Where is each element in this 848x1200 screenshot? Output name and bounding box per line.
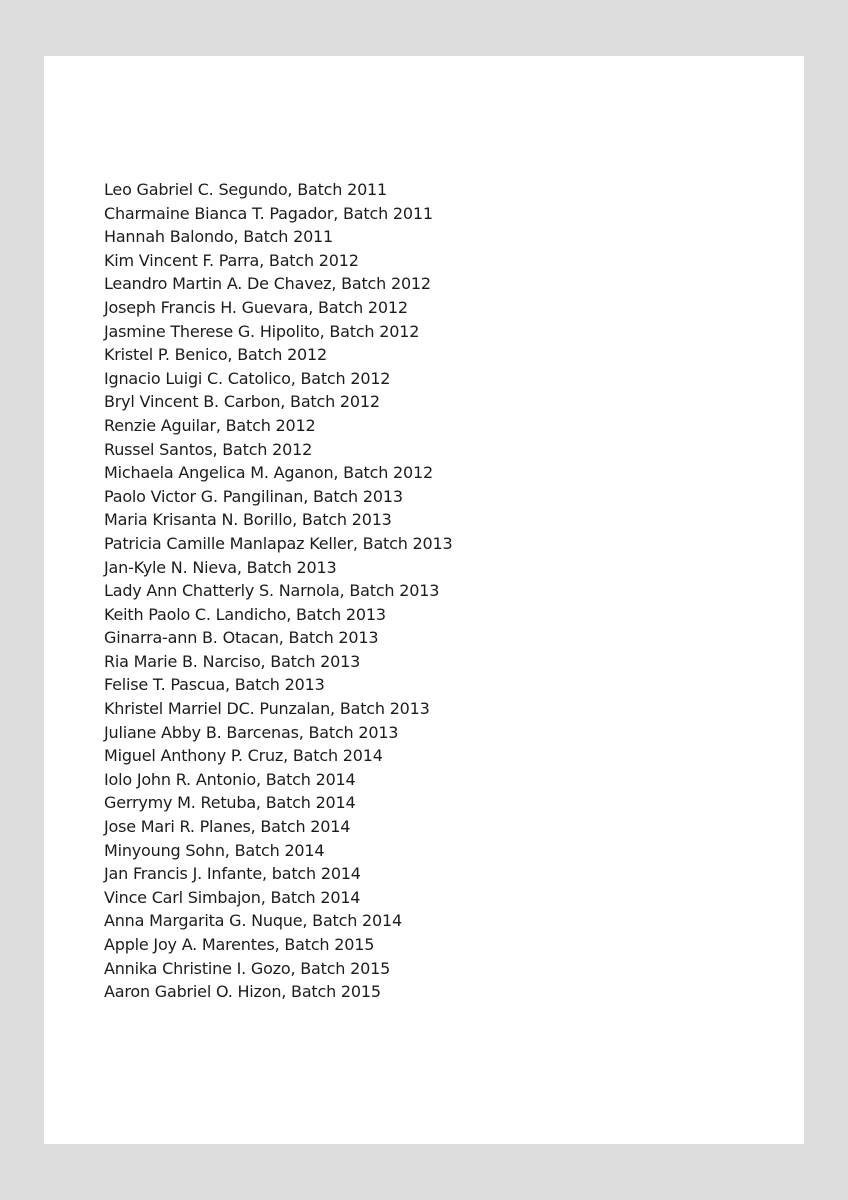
list-item: Iolo John R. Antonio, Batch 2014 <box>104 769 356 789</box>
list-item: Ria Marie B. Narciso, Batch 2013 <box>104 651 361 671</box>
document-page <box>44 56 804 1144</box>
list-item: Charmaine Bianca T. Pagador, Batch 2011 <box>104 203 433 223</box>
list-item: Minyoung Sohn, Batch 2014 <box>104 840 325 860</box>
list-item: Jan-Kyle N. Nieva, Batch 2013 <box>104 557 337 577</box>
list-item: Kim Vincent F. Parra, Batch 2012 <box>104 250 359 270</box>
list-item: Patricia Camille Manlapaz Keller, Batch 2013 <box>104 533 453 553</box>
list-item: Jasmine Therese G. Hipolito, Batch 2012 <box>104 321 420 341</box>
list-item: Annika Christine I. Gozo, Batch 2015 <box>104 958 391 978</box>
list-item: Anna Margarita G. Nuque, Batch 2014 <box>104 911 402 931</box>
list-item: Khristel Marriel DC. Punzalan, Batch 2013 <box>104 699 430 719</box>
list-item: Russel Santos, Batch 2012 <box>104 439 313 459</box>
list-item: Hannah Balondo, Batch 2011 <box>104 227 334 247</box>
list-item: Keith Paolo C. Landicho, Batch 2013 <box>104 604 386 624</box>
list-item: Lady Ann Chatterly S. Narnola, Batch 2013 <box>104 581 440 601</box>
list-item: Juliane Abby B. Barcenas, Batch 2013 <box>104 722 399 742</box>
list-item: Kristel P. Benico, Batch 2012 <box>104 345 327 365</box>
list-item: Apple Joy A. Marentes, Batch 2015 <box>104 935 375 954</box>
list-item: Jan Francis J. Infante, batch 2014 <box>104 864 361 884</box>
list-item: Michaela Angelica M. Aganon, Batch 2012 <box>104 463 433 483</box>
list-item: Vince Carl Simbajon, Batch 2014 <box>104 887 361 907</box>
name-list <box>104 178 452 1004</box>
list-item: Maria Krisanta N. Borillo, Batch 2013 <box>104 510 392 530</box>
list-item: Felise T. Pascua, Batch 2013 <box>104 675 325 695</box>
list-item: Miguel Anthony P. Cruz, Batch 2014 <box>104 746 383 766</box>
list-item: Leo Gabriel C. Segundo, Batch 2011 <box>104 180 388 199</box>
list-item: Joseph Francis H. Guevara, Batch 2012 <box>104 297 408 317</box>
list-item: Bryl Vincent B. Carbon, Batch 2012 <box>104 392 380 412</box>
list-item: Aaron Gabriel O. Hizon, Batch 2015 <box>104 982 381 1002</box>
list-item: Ignacio Luigi C. Catolico, Batch 2012 <box>104 368 391 388</box>
list-item: Paolo Victor G. Pangilinan, Batch 2013 <box>104 486 403 506</box>
list-item: Leandro Martin A. De Chavez, Batch 2012 <box>104 274 431 294</box>
list-item: Gerrymy M. Retuba, Batch 2014 <box>104 793 356 813</box>
list-item: Ginarra-ann B. Otacan, Batch 2013 <box>104 628 379 648</box>
list-item: Jose Mari R. Planes, Batch 2014 <box>104 817 351 837</box>
list-item: Renzie Aguilar, Batch 2012 <box>104 415 316 435</box>
